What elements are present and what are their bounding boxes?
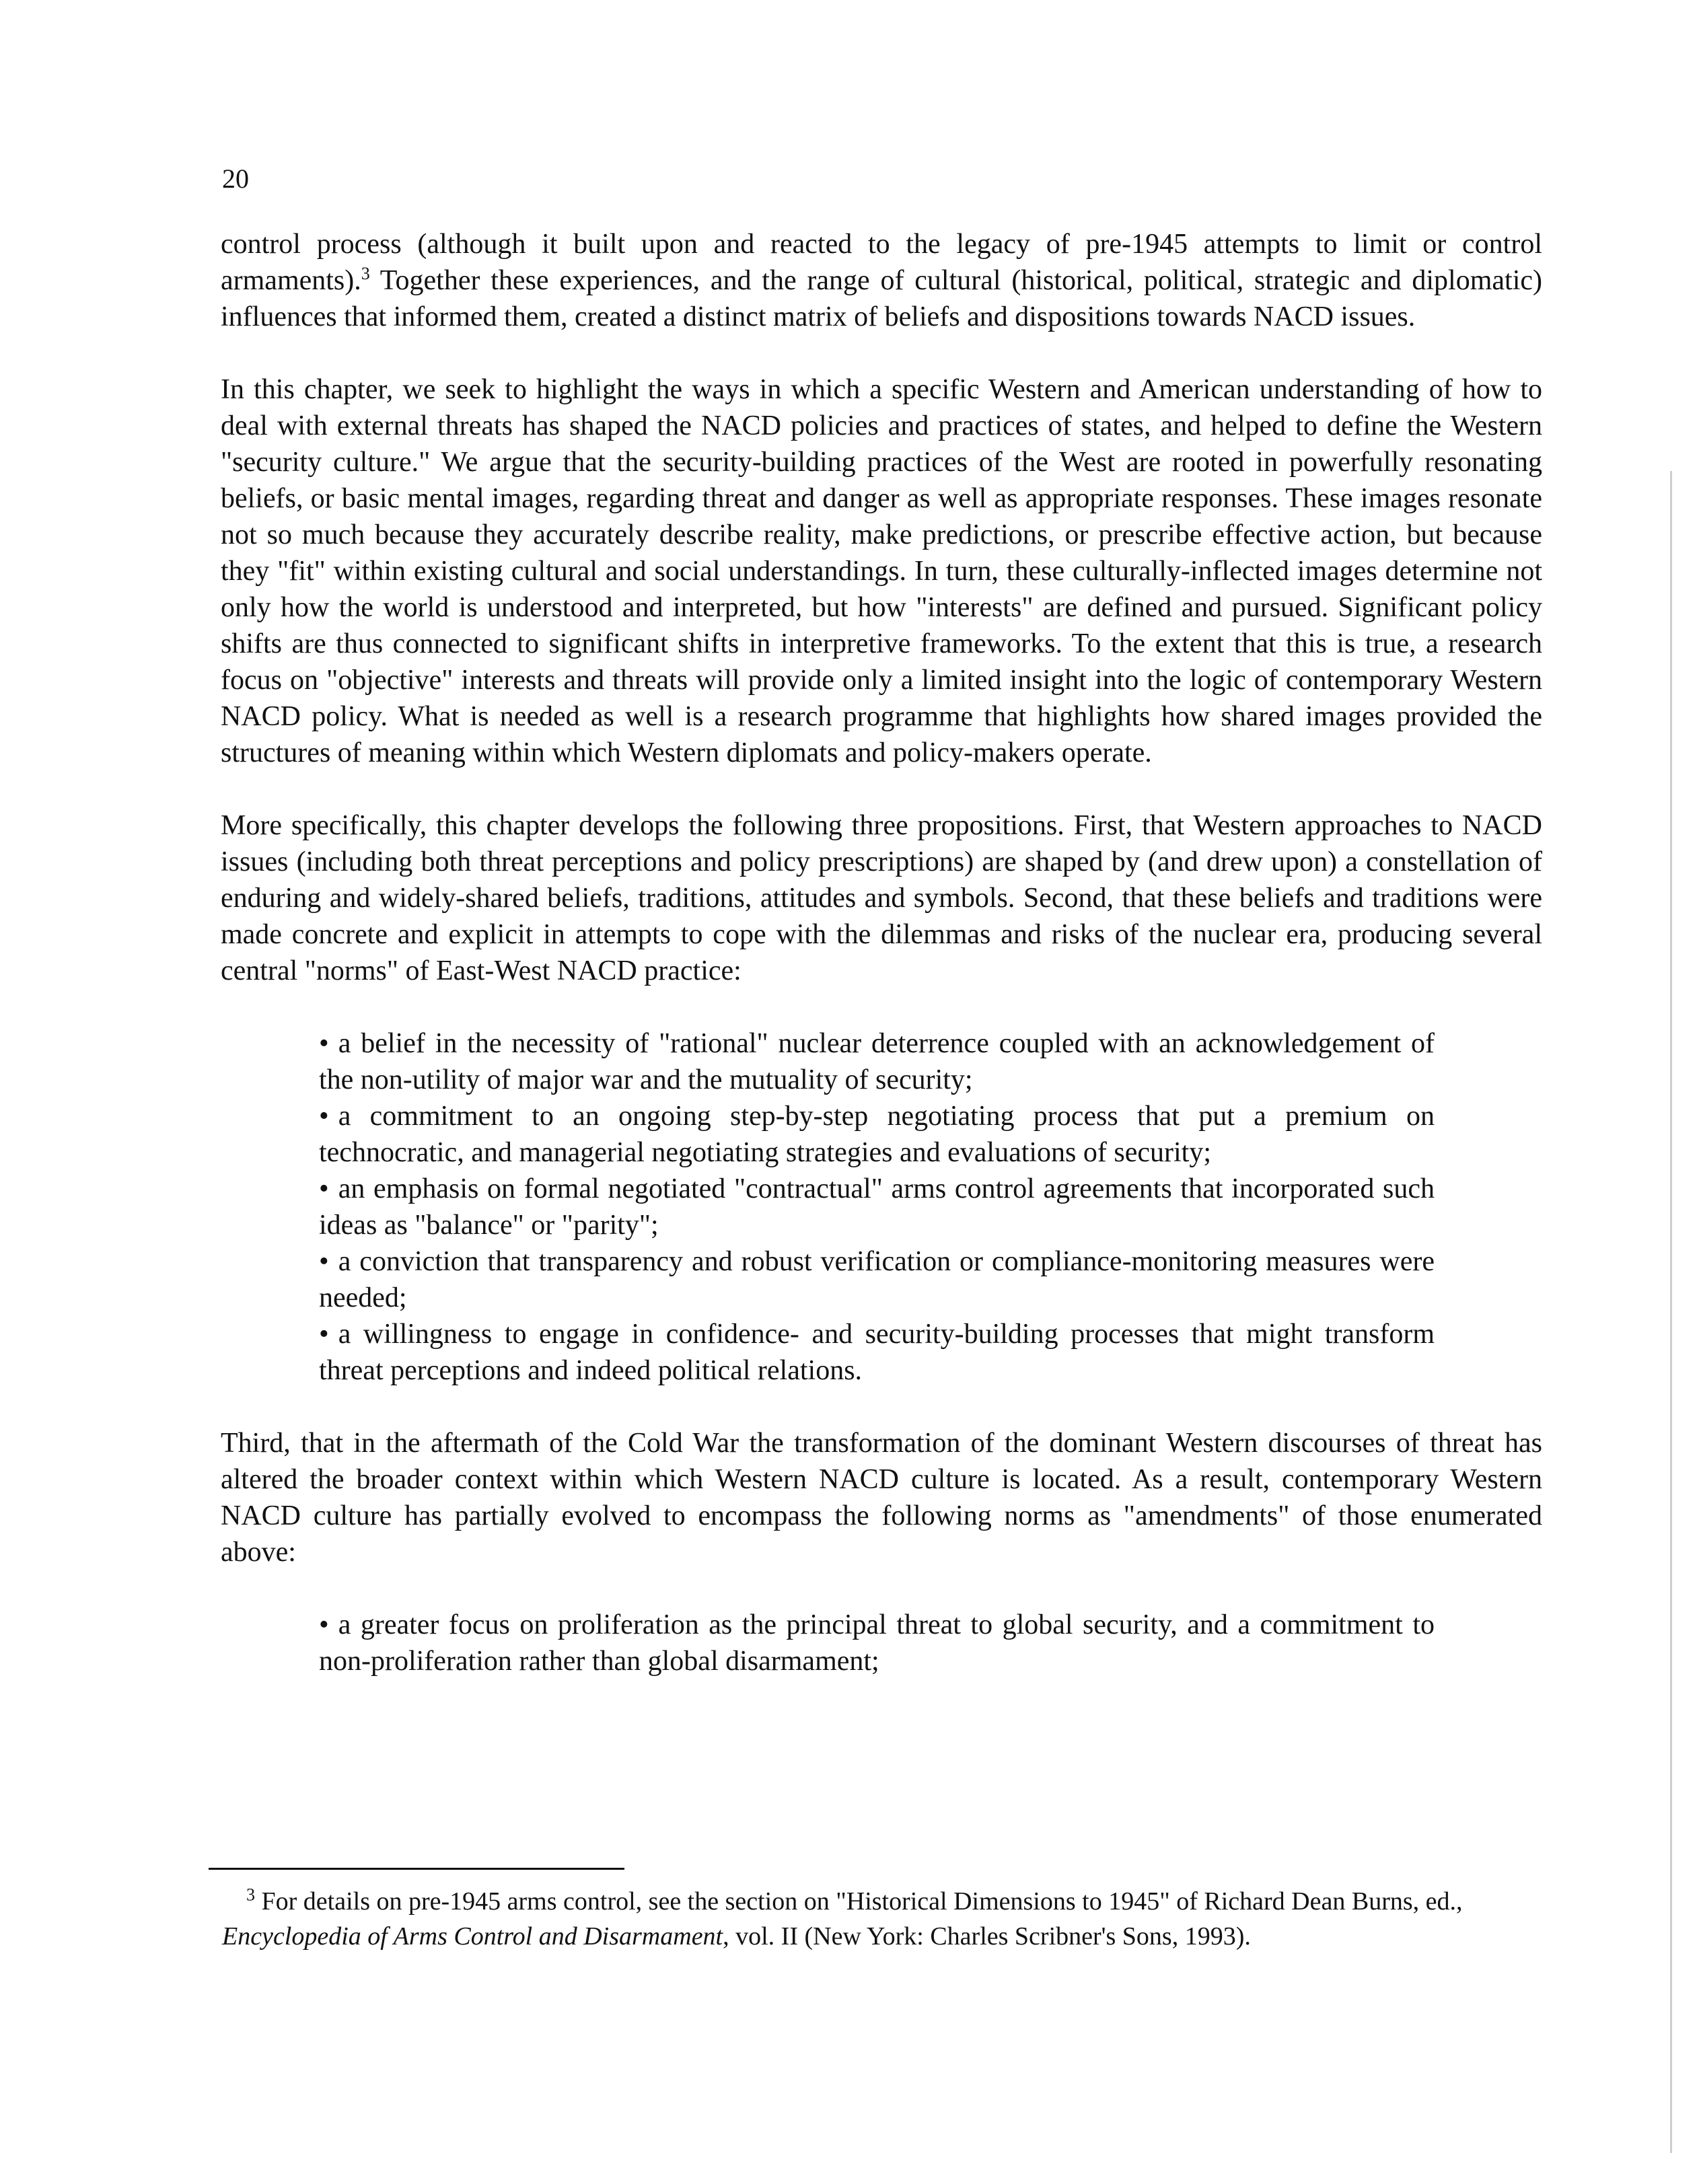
bullet-icon: •: [319, 1319, 329, 1350]
amendments-bullet-list: [221, 1607, 1435, 1679]
bullet-text: a conviction that transparency and robust verification or compliance-monitoring measures were needed;: [319, 1246, 1435, 1313]
body-text: [221, 226, 1542, 1716]
bullet-text: a commitment to an ongoing step-by-step negotiating process that put a premium on technocratic, and managerial negotiating strategies and evaluations of security;: [319, 1101, 1435, 1168]
page-number: 20: [222, 163, 249, 194]
paragraph-1-text: control process (although it built upon and reacted to the legacy of pre-1945 attempts to limit or control armaments).: [221, 229, 1542, 296]
footnote-text-continued: , vol. II (New York: Charles Scribner's Sons, 1993).: [723, 1922, 1251, 1951]
norms-bullet-item: [319, 1171, 1435, 1243]
paragraph-1: [221, 226, 1542, 335]
footnote-lead: [222, 1887, 255, 1916]
bullet-icon: •: [319, 1173, 329, 1204]
bullet-text: a greater focus on proliferation as the principal threat to global security, and a commitment to non-proliferation rather than global disarmament;: [319, 1609, 1435, 1677]
footnote: [222, 1884, 1545, 1954]
bullet-text: a belief in the necessity of "rational" nuclear deterrence coupled with an acknowledgement of the non-utility of major war and the mutuality of security;: [319, 1028, 1435, 1095]
norms-bullet-list: [221, 1025, 1435, 1389]
paragraph-1-text-continued: Together these experiences, and the range of cultural (historical, political, strategic and diplomatic) influences that informed them, created a distinct matrix of beliefs and dispositions towards NACD issues.: [221, 265, 1542, 332]
paragraph-3: More specifically, this chapter develops the following three propositions. First, that Western approaches to NACD issues (including both threat perceptions and policy prescriptions) are shaped by (and drew upon) a constellation of enduring and widely-shared beliefs, traditions, attitudes and symbols. Second, that these beliefs and traditions were made concrete and explicit in attempts to cope with the dilemmas and risks of the nuclear era, producing several central "norms" of East-West NACD practice:: [221, 810, 1542, 986]
footnote-reference[interactable]: 3: [361, 264, 370, 283]
paragraph-2: In this chapter, we seek to highlight the ways in which a specific Western and American understanding of how to deal with external threats has shaped the NACD policies and practices of states, and helped to define the Western "security culture." We argue that the security-building practices of the West are rooted in powerfully resonating beliefs, or basic mental images, regarding threat and danger as well as appropriate responses. These images resonate not so much because they accurately describe reality, make predictions, or prescribe effective action, but because they "fit" within existing cultural and social understandings. In turn, these culturally-inflected images determine not only how the world is understood and interpreted, but how "interests" are defined and pursued. Significant policy shifts are thus connected to significant shifts in interpretive frameworks. To the extent that this is true, a research focus on "objective" interests and threats will provide only a limited insight into the logic of contemporary Western NACD policy. What is needed as well is a research programme that highlights how shared images provided the structures of meaning within which Western diplomats and policy-makers operate.: [221, 374, 1542, 768]
amendments-bullet-item: [319, 1607, 1435, 1679]
norms-bullet-item: [319, 1025, 1435, 1098]
footnote-book-title: Encyclopedia of Arms Control and Disarmament: [222, 1922, 723, 1951]
footnote-divider: [209, 1868, 624, 1870]
bullet-icon: •: [319, 1609, 329, 1640]
bullet-icon: •: [319, 1101, 329, 1132]
norms-bullet-item: [319, 1243, 1435, 1316]
bullet-icon: •: [319, 1028, 329, 1059]
footnote-text: For details on pre-1945 arms control, see the section on "Historical Dimensions to 1945" of Richard Dean Burns, ed.,: [255, 1887, 1463, 1916]
norms-bullet-item: [319, 1098, 1435, 1171]
bullet-icon: •: [319, 1246, 329, 1277]
paragraph-4: Third, that in the aftermath of the Cold War the transformation of the dominant Western discourses of threat has altered the broader context within which Western NACD culture is located. As a result, contemporary Western NACD culture has partially evolved to encompass the following norms as "amendments" of those enumerated above:: [221, 1428, 1542, 1568]
footnote-number: 3: [246, 1885, 255, 1905]
norms-bullet-item: [319, 1316, 1435, 1389]
bullet-text: an emphasis on formal negotiated "contractual" arms control agreements that incorporated such ideas as "balance" or "parity";: [319, 1173, 1435, 1241]
bullet-text: a willingness to engage in confidence- and security-building processes that might transform threat perceptions and indeed political relations.: [319, 1319, 1435, 1386]
scan-edge-divider: [1670, 471, 1672, 2153]
